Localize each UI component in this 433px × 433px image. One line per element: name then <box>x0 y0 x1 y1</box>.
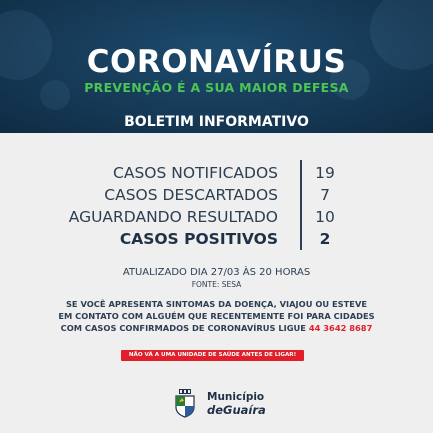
stat-label: AGUARDANDO RESULTADO <box>68 208 278 226</box>
stats-divider <box>300 160 302 250</box>
stat-label: CASOS POSITIVOS <box>119 230 278 248</box>
section-heading: BOLETIM INFORMATIVO <box>124 114 309 130</box>
logo-text: deGuaíra <box>207 403 266 417</box>
notice-line-text: COM CASOS CONFIRMADOS DE CORONAVÍRUS LIGUE <box>60 323 309 333</box>
stat-value: 2 <box>319 230 331 248</box>
stat-row-notified <box>40 164 340 186</box>
phone-number: 44 3642 8687 <box>308 323 373 333</box>
crest-icon <box>170 388 200 418</box>
notice-line <box>10 322 423 334</box>
warning-banner: NÃO VÁ A UMA UNIDADE DE SAÚDE ANTES DE LIGAR! <box>121 350 304 361</box>
stat-value: 7 <box>320 186 330 204</box>
updated-text: ATUALIZADO DIA 27/03 ÀS 20 HORAS <box>122 267 311 278</box>
page-subtitle: PREVENÇÃO É A SUA MAIOR DEFESA <box>84 80 349 95</box>
stat-label: CASOS DESCARTADOS <box>104 186 278 204</box>
stat-value: 19 <box>315 164 335 182</box>
source-text: FONTE: SESA <box>191 280 242 289</box>
stats-table <box>40 164 340 252</box>
stat-row-positive <box>40 230 340 252</box>
stat-row-awaiting <box>40 208 340 230</box>
notice-line: EM CONTATO COM ALGUÉM QUE RECENTEMENTE FOI PARA CIDADES <box>58 311 375 321</box>
notice-line: SE VOCÊ APRESENTA SINTOMAS DA DOENÇA, VIAJOU OU ESTEVE <box>65 299 368 309</box>
logo-text: Município <box>207 391 265 403</box>
page-title: CORONAVÍRUS <box>86 44 347 80</box>
stat-row-discarded <box>40 186 340 208</box>
header-banner <box>0 0 433 133</box>
stat-value: 10 <box>315 208 335 226</box>
municipality-logo <box>170 388 280 420</box>
contact-notice <box>10 298 423 334</box>
stat-label: CASOS NOTIFICADOS <box>113 164 278 182</box>
